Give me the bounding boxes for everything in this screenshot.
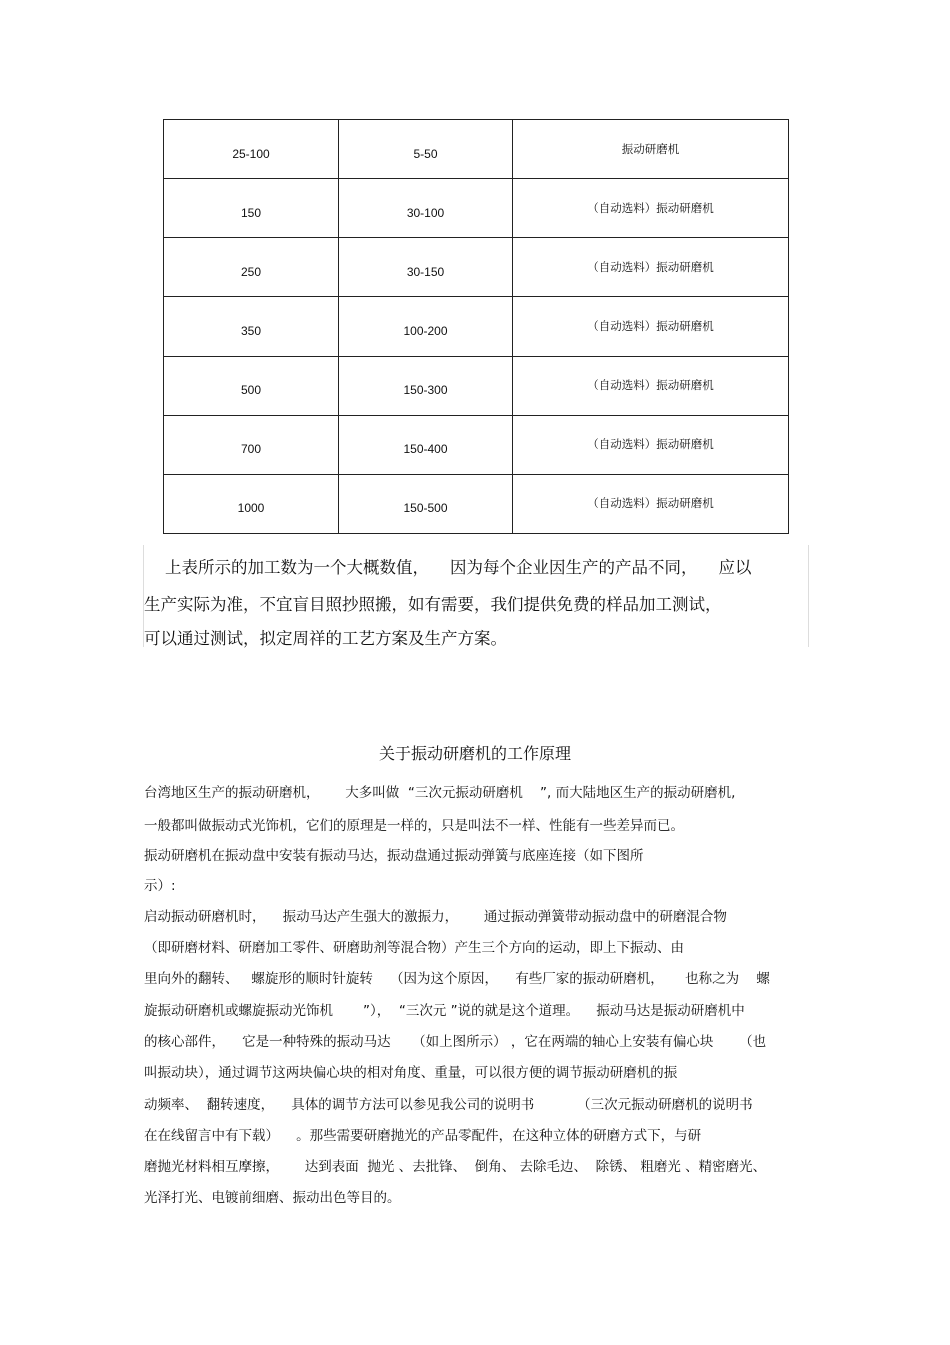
table-cell-range: 30-100 xyxy=(339,179,513,238)
table-cell-range: 30-150 xyxy=(339,238,513,297)
table-cell-machine: （自动选料）振动研磨机 xyxy=(513,238,789,297)
table-cell-size: 700 xyxy=(164,415,339,474)
table-cell-size: 150 xyxy=(164,179,339,238)
paragraph-line: 光泽打光、电镀前细磨、振动出色等目的。 xyxy=(144,1190,401,1206)
paragraph-line: 动频率、 翻转速度， 具体的调节方法可以参见我公司的说明书 （三次元振动研磨机的说明书 xyxy=(144,1097,753,1113)
table-cell-range: 150-300 xyxy=(339,356,513,415)
table-cell-machine: 振动研磨机 xyxy=(513,120,789,179)
table-cell-machine: （自动选料）振动研磨机 xyxy=(513,415,789,474)
table-note xyxy=(143,545,809,647)
table-cell-machine: （自动选料）振动研磨机 xyxy=(513,297,789,356)
table-cell-machine: （自动选料）振动研磨机 xyxy=(513,356,789,415)
table-row xyxy=(164,238,789,297)
table-cell-size: 25-100 xyxy=(164,120,339,179)
table-cell-size: 350 xyxy=(164,297,339,356)
table-row xyxy=(164,474,789,533)
paragraph-line: 振动研磨机在振动盘中安装有振动马达，振动盘通过振动弹簧与底座连接（如下图所 xyxy=(144,848,644,864)
paragraph-line: 磨抛光材料相互摩擦， 达到表面 抛光 、去批锋、 倒角、 去除毛边、 除锈、 粗磨光 、精密磨光、 xyxy=(144,1159,767,1175)
paragraph-line: 台湾地区生产的振动研磨机， 大多叫做 “三次元振动研磨机 ”, 而大陆地区生产的振动研磨机, xyxy=(144,785,736,801)
table-cell-range: 150-500 xyxy=(339,474,513,533)
paragraph-line: 里向外的翻转、 螺旋形的顺时针旋转 （因为这个原因， 有些厂家的振动研磨机， 也称之为 螺 xyxy=(144,971,770,987)
table-row xyxy=(164,415,789,474)
spec-table xyxy=(163,119,789,534)
paragraph-line: 在在线留言中有下载） 。那些需要研磨抛光的产品零配件，在这种立体的研磨方式下，与研 xyxy=(144,1128,702,1144)
paragraph-line: 示）: xyxy=(144,878,176,894)
table-cell-size: 500 xyxy=(164,356,339,415)
table-row xyxy=(164,120,789,179)
paragraph-line: 的核心部件， 它是一种特殊的振动马达 （如上图所示） ，它在两端的轴心上安装有偏心块 （也 xyxy=(144,1034,767,1050)
table-cell-machine: （自动选料）振动研磨机 xyxy=(513,179,789,238)
table-row xyxy=(164,179,789,238)
table-cell-range: 150-400 xyxy=(339,415,513,474)
table-row xyxy=(164,297,789,356)
note-line: 生产实际为准，不宜盲目照抄照搬，如有需要，我们提供免费的样品加工测试， xyxy=(144,595,722,614)
table-cell-range: 100-200 xyxy=(339,297,513,356)
paragraph-line: （即研磨材料、研磨加工零件、研磨助剂等混合物）产生三个方向的运动，即上下振动、由 xyxy=(144,940,684,956)
paragraph-line: 一般都叫做振动式光饰机，它们的原理是一样的，只是叫法不一样、性能有一些差异而已。 xyxy=(144,818,684,834)
table-cell-size: 1000 xyxy=(164,474,339,533)
table-cell-machine: （自动选料）振动研磨机 xyxy=(513,474,789,533)
paragraph-line: 叫振动块），通过调节这两块偏心块的相对角度、重量，可以很方便的调节振动研磨机的振 xyxy=(144,1065,678,1081)
table-cell-range: 5-50 xyxy=(339,120,513,179)
paragraph-line: 启动振动研磨机时， 振动马达产生强大的激振力， 通过振动弹簧带动振动盘中的研磨混合物 xyxy=(144,909,727,925)
note-line: 可以通过测试，拟定周祥的工艺方案及生产方案。 xyxy=(144,629,507,648)
table-cell-size: 250 xyxy=(164,238,339,297)
section-title: 关于振动研磨机的工作原理 xyxy=(378,744,571,763)
paragraph-line: 旋振动研磨机或螺旋振动光饰机 ”）， “三次元 ”说的就是这个道理。 振动马达是振动研磨机中 xyxy=(144,1003,745,1019)
table-row xyxy=(164,356,789,415)
note-line: 上表所示的加工数为一个大概数值， 因为每个企业因生产的产品不同， 应以 xyxy=(144,558,752,577)
